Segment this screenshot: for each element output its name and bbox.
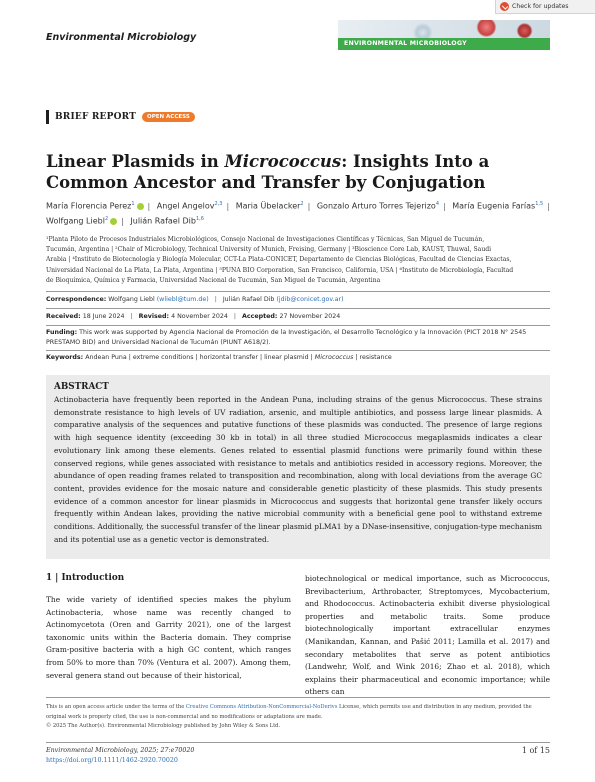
journal-banner [338, 20, 550, 50]
affiliation-line: Universidad Nacional de La Plata, La Plata, Argentina | ⁵PUNA BIO Corporation, San Francisco, California, USA | ⁶Instituto de Microbiología, Facultad [46, 266, 514, 274]
keywords [46, 353, 556, 363]
affiliation-line: Arabia | ⁴Instituto de Biotecnología y Biología Molecular, CCT-La Plata-CONICET, Departamento de Ciencias Biológicas, Facultad de Ciencias Exactas, [46, 256, 512, 264]
title-italic: Micrococcus [224, 152, 342, 171]
email-link[interactable]: (jdib@conicet.gov.ar) [276, 296, 344, 303]
keywords-label: Keywords: [46, 354, 84, 361]
author-affil-sup: 1,5 [535, 201, 544, 207]
article-dates: Received: 18 June 2024 | Revised: 4 November 2024 | Accepted: 27 November 2024 [46, 313, 341, 320]
divider [46, 350, 550, 351]
author-affil-sup: 1 [131, 201, 135, 207]
author-name[interactable]: Gonzalo Arturo Torres Tejerizo [316, 201, 436, 211]
author-name[interactable]: Julián Rafael Dib [130, 216, 196, 226]
author-name[interactable]: María Eugenia Farías [452, 201, 536, 211]
page-number: 1 of 15 [521, 746, 550, 755]
article-title [46, 151, 556, 193]
funding-text: This work was supported by Agencia Nacional de Promoción de la Investigación, el Desarrollo Tecnológico y la Innovación (PICT 2018 N° 2545 PRESTAMO BID) and Universidad Nacional de Tucumán (PIUNT A618/2). [46, 329, 527, 346]
author-affil-sup: 1,6 [195, 216, 204, 223]
divider [46, 697, 550, 698]
keywords-tail: | resistance [353, 354, 392, 361]
check-updates-icon [500, 2, 509, 11]
author-name[interactable]: Maria Übelacker [235, 201, 301, 211]
doi-link[interactable]: https://doi.org/10.1111/1462-2920.70020 [46, 757, 178, 764]
journal-name: Environmental Microbiology [46, 32, 197, 43]
revised-label: Revised: [138, 313, 170, 320]
revised-date: 4 November 2024 [171, 313, 228, 320]
citation-footer [46, 746, 194, 766]
author-affil-sup: 2 [300, 201, 304, 207]
email-link[interactable]: (wliebl@tum.de) [156, 296, 209, 303]
received-label: Received: [46, 313, 81, 320]
author-affil-sup: 2,3 [214, 201, 223, 207]
author-name[interactable]: María Florencia Perez [46, 201, 132, 211]
title-text-1: Linear Plasmids in [46, 152, 225, 171]
license-text: This is an open access article under the terms of the [46, 704, 186, 710]
author-name[interactable]: Wolfgang Liebl [46, 216, 105, 226]
funding [46, 328, 556, 348]
article-type-label: BRIEF REPORT [55, 112, 137, 122]
license-note [46, 703, 550, 732]
article-type-bar [46, 110, 49, 124]
affiliations [46, 235, 556, 286]
divider [46, 742, 550, 743]
intro-column-right: biotechnological or medical importance, such as Micrococcus, Brevibacterium, Arthrobacter, Streptomyces, Mycobacterium, and Rhodococcus. Actinobacteria exhibit diverse physiological properties and metabolic traits. Some produce biotechnologically important extracellular enzymes (Manikandan, Kannan, and Pašić 2011; Lamilla et al. 2017) and secondary metabolites that serve as potent antibiotics (Landwehr, Wolf, and Wink 2016; Zhao et al. 2018), which explains their pharmaceutical and economic importance; while others can [305, 574, 550, 697]
divider [46, 291, 550, 292]
keywords-italic: Micrococcus [314, 354, 354, 361]
license-link[interactable]: Creative Commons Attribution-NonCommercial-NoDerivs [185, 704, 338, 710]
abstract-heading: ABSTRACT [54, 382, 109, 392]
open-access-badge: OPEN ACCESS [142, 112, 195, 122]
divider [46, 325, 550, 326]
citation: Environmental Microbiology, 2025; 27:e70020 [46, 747, 195, 754]
divider [46, 308, 550, 309]
affiliation-line: ¹Planta Piloto de Procesos Industriales Microbiológicos, Consejo Nacional de Investigaciones Científicas y Técnicas, San Miguel de Tucumán, [46, 236, 485, 243]
accepted-date: 27 November 2024 [279, 313, 341, 320]
correspondence: Correspondence: Wolfgang Liebl (wliebl@tum.de) | Julián Rafael Dib (jdib@conicet.gov.ar) [46, 296, 344, 303]
license-text: License, which permits use and distribution in any medium, provided the original work is properly cited, the use is non-commercial and no modifications or adaptations are made. [46, 704, 532, 720]
orcid-icon[interactable] [110, 218, 117, 225]
affiliation-line: de Bioquímica, Química y Farmacia, Universidad Nacional de Tucumán, San Miguel de Tucumán, Argentina [46, 276, 381, 284]
section-heading: 1 | Introduction [46, 573, 125, 583]
funding-label: Funding: [46, 329, 78, 336]
affiliation-line: Tucumán, Argentina | ²Chair of Microbiology, Technical University of Munich, Freising, Germany | ³Bioscience Core Lab, KAUST, Thuwal, Saudi [46, 246, 492, 254]
banner-label: ENVIRONMENTAL MICROBIOLOGY [338, 38, 550, 50]
abstract-box [46, 375, 550, 559]
author-list: María Florencia Perez$^1$ | Angel Angelov$^{2,3}$ | Maria Übelacker$^2$ | Gonzalo Arturo Torres Tejerizo$^4$ | María Eugenia Farías$^{1,5}$ | Wolfgang Liebl$^2$ | Julián Rafael Dib$^{1,6}$ [46, 201, 550, 226]
intro-column-left: The wide variety of identified species makes the phylum Actinobacteria, whose name was recently changed to Actinomycetota (Oren and Garrity 2021), one of the largest taxonomic units within the Bacteria domain. They comprise Gram-positive bacteria with a high GC content, which ranges from 50% to more than 70% (Ventura et al. 2007). Among them, several genera stand out because of their historical, [46, 595, 291, 680]
banner-image [338, 20, 550, 38]
orcid-icon[interactable] [137, 203, 144, 210]
abstract-text: Actinobacteria have frequently been reported in the Andean Puna, including strains of the genus Micrococcus. These strains demonstrate resistance to high levels of UV radiation, arsenic, and multiple antibiotics, and possess large linear plasmids. A comparative analysis of the sequences and putative functions of these plasmids was conducted. The presence of large regions with high sequence identity (exceeding 30 kb in total) in all three studied Micrococcus megaplasmids indicates a clear evolutionary link among these elements. Genes related to essential plasmid functions were primarily found within these conserved regions, while genes associated with resistance to metals and antibiotics resided in accessory regions. Moreover, the abundance of open reading frames related to transposition and recombination, along with local deviations from the average GC content, provides evidence for the mosaic nature and considerable genetic plasticity of these plasmids. This study presents evidence of a common ancestor for linear plasmids in Micrococcus and suggests that horizontal gene transfer likely occurs frequently within Andean lakes, providing the native microbial community with a beneficial gene pool to withstand extreme conditions. Additionally, the successful transfer of the linear plasmid pLMA1 by a DNase-insensitive, conjugation-type mechanism and its potential use as a genetic vector is demonstrated. [54, 395, 542, 544]
article-type [46, 110, 195, 124]
correspondence-name: Julián Rafael Dib [222, 296, 275, 303]
copyright: © 2025 The Author(s). Environmental Microbiology published by John Wiley & Sons Ltd. [46, 723, 281, 729]
accepted-label: Accepted: [242, 313, 278, 320]
check-updates-label: Check for updates [512, 3, 569, 10]
author-affil-sup: 4 [435, 201, 439, 207]
received-date: 18 June 2024 [82, 313, 125, 320]
author-name[interactable]: Angel Angelov [156, 201, 215, 211]
correspondence-label: Correspondence: [46, 296, 107, 303]
title-text-2: : Insights Into a Common Ancestor and Transfer by Conjugation [46, 152, 490, 192]
keywords-text: Andean Puna | extreme conditions | horizontal transfer | linear plasmid | [85, 354, 315, 361]
author-affil-sup: 2 [104, 216, 109, 223]
check-for-updates-button[interactable] [495, 0, 595, 14]
correspondence-name: Wolfgang Liebl [108, 296, 155, 303]
